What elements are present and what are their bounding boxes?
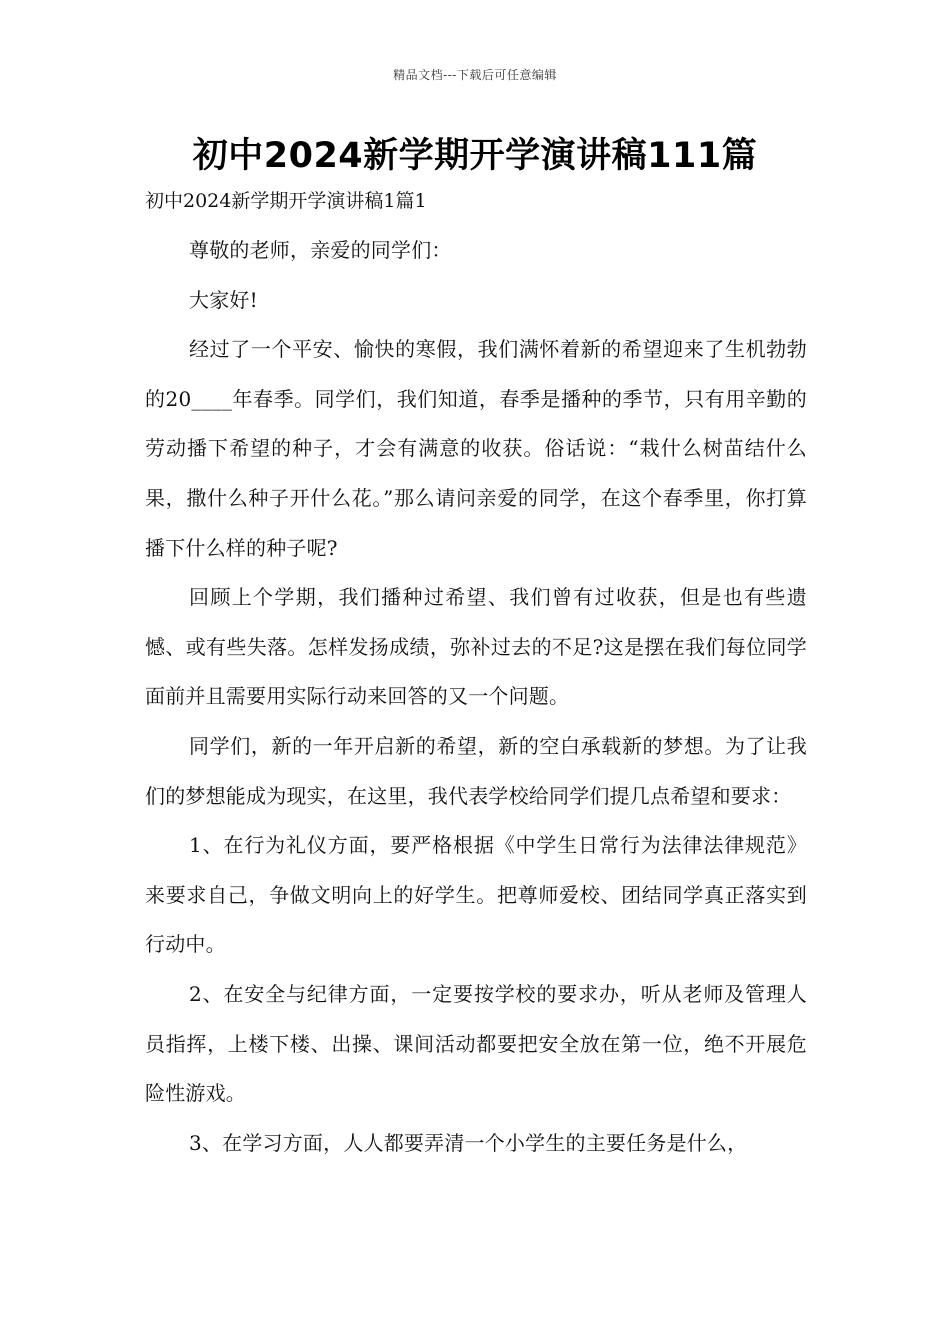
- body-paragraph: 同学们，新的一年开启新的希望，新的空白承载新的梦想。为了让我们的梦想能成为现实，在这里，我代表学校给同学们提几点希望和要求：: [145, 733, 807, 808]
- list-item-paragraph: 2、在安全与纪律方面，一定要按学校的要求办，听从老师及管理人员指挥，上楼下楼、出操、课间活动都要把安全放在第一位，绝不开展危险性游戏。: [145, 981, 807, 1106]
- list-item-paragraph: 1、在行为礼仪方面，要严格根据《中学生日常行为法律法律规范》来要求自己，争做文明向上的好学生。把尊师爱校、团结同学真正落实到行动中。: [145, 833, 807, 957]
- body-paragraph: 回顾上个学期，我们播种过希望、我们曾有过收获，但是也有些遗憾、或有些失落。怎样发扬成绩，弥补过去的不足?这是摆在我们每位同学面前并且需要用实际行动来回答的又一个问题。: [145, 585, 807, 709]
- body-text: [145, 226, 807, 1168]
- salutation-paragraph: 尊敬的老师，亲爱的同学们：: [189, 238, 452, 262]
- body-paragraph: 经过了一个平安、愉快的寒假，我们满怀着新的希望迎来了生机勃勃的20____年春季。同学们，我们知道，春季是播种的季节，只有用辛勤的劳动播下希望的种子，才会有满意的收获。俗话说：“栽什么树苗结什么果，撒什么种子开什么花。”那么请问亲爱的同学，在这个春季里，你打算播下什么样的种子呢?: [145, 337, 807, 560]
- section-heading: 初中2024新学期开学演讲稿1篇1: [145, 190, 427, 212]
- document-title: 初中2024新学期开学演讲稿111篇: [192, 136, 758, 176]
- greeting-paragraph: 大家好!: [189, 287, 258, 312]
- header-note: 精品文档---下载后可任意编辑: [393, 68, 557, 82]
- list-item-paragraph: 3、在学习方面，人人都要弄清一个小学生的主要任务是什么，: [189, 1130, 748, 1155]
